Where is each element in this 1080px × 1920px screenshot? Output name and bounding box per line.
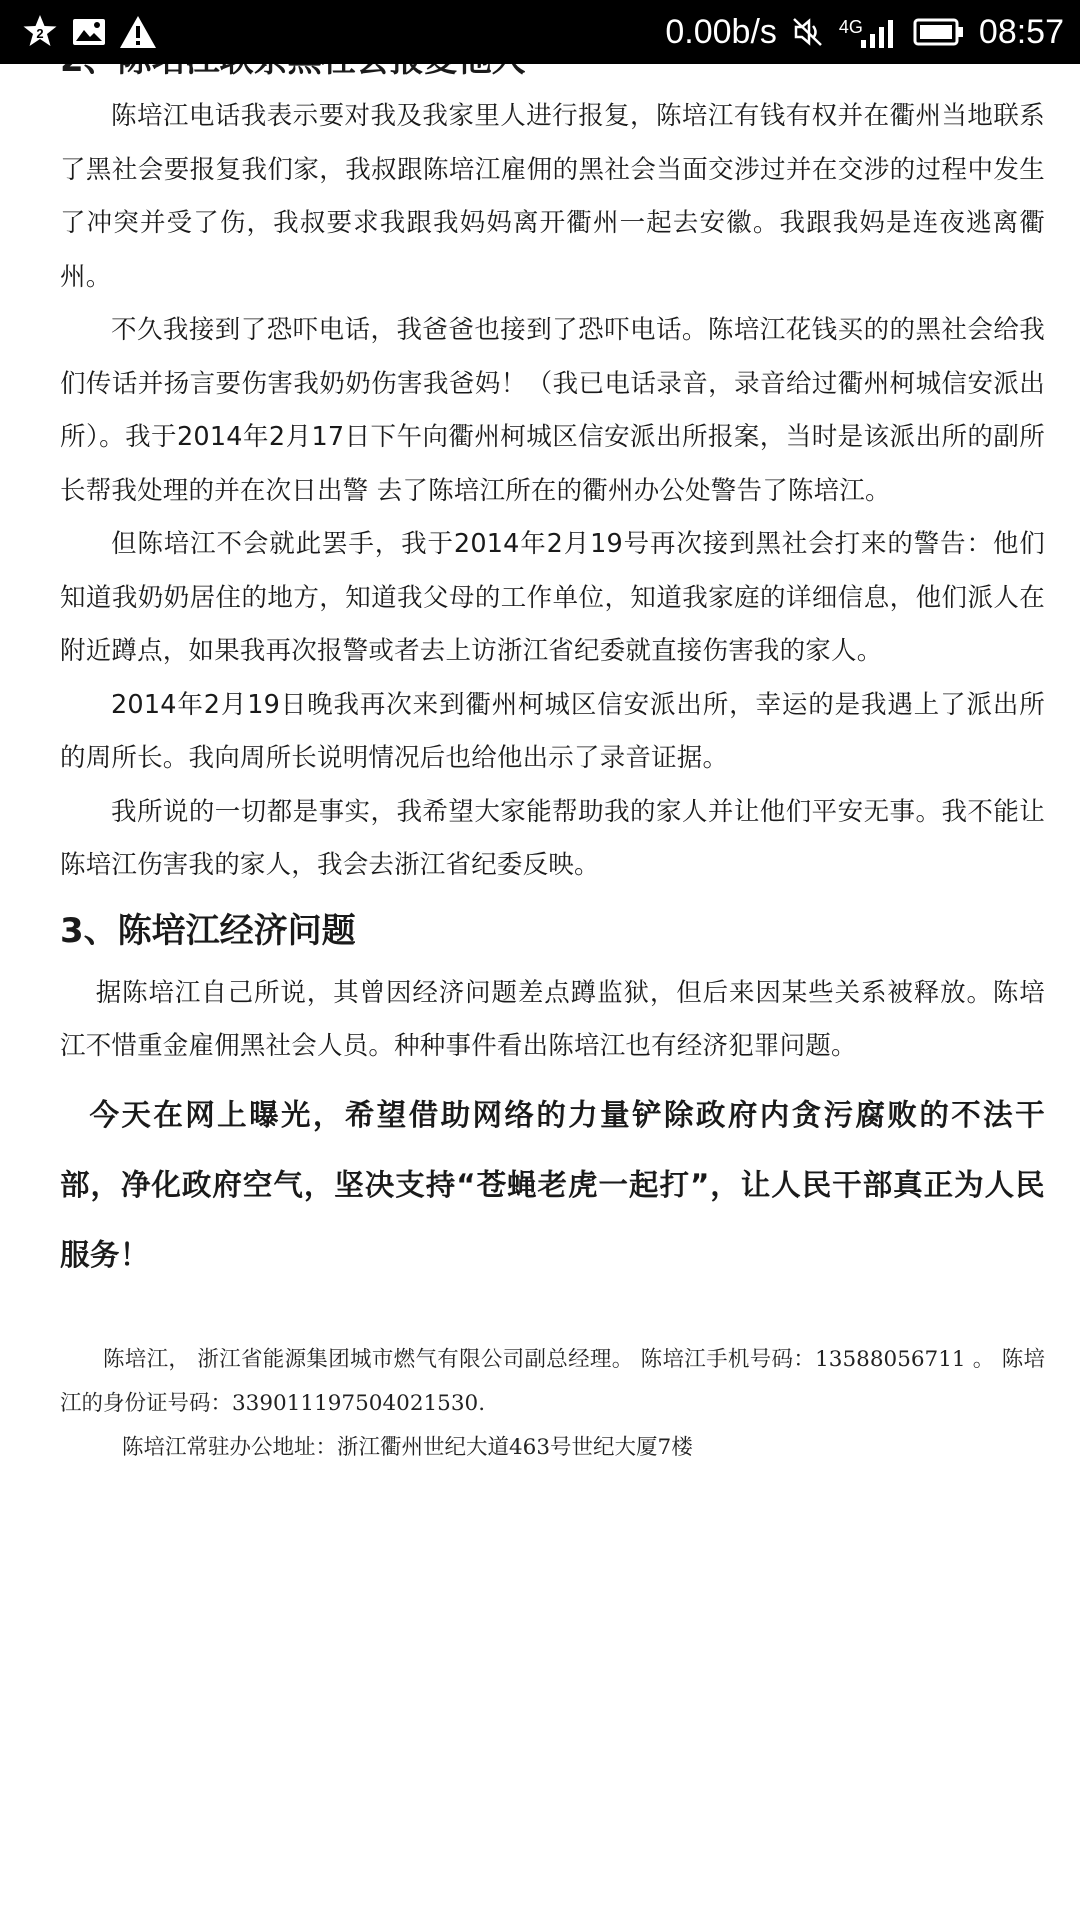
closing-statement: 今天在网上曝光，希望借助网络的力量铲除政府内贪污腐败的不法干部，净化政府空气，坚决支持“苍蝇老虎一起打”，让人民干部真正为人民服务！: [60, 1097, 1045, 1272]
address-line: 陈培江常驻办公地址：浙江衢州世纪大道463号世纪大厦7楼: [122, 1434, 693, 1460]
status-bar-right: [665, 0, 1064, 64]
svg-text:2: 2: [36, 26, 44, 41]
status-bar: [0, 0, 1080, 64]
contact-footer: [60, 1338, 1045, 1470]
battery-icon: [913, 17, 965, 47]
network-type: 4G: [838, 16, 863, 37]
contact-line: 陈培江， 浙江省能源集团城市燃气有限公司副总经理。 陈培江手机号码：13588056711 。 陈培江的身份证号码：339011197504021530.: [60, 1346, 1045, 1416]
signal-group: [839, 17, 899, 48]
paragraph: 但陈培江不会就此罢手，我于2014年2月19号再次接到黑社会打来的警告：他们知道我奶奶居住的地方，知道我父母的工作单位，知道我家庭的详细信息，他们派人在附近蹲点，如果我再次报警或者去上访浙江省纪委就直接伤害我的家人。: [60, 529, 1045, 666]
section-3-title: 3、陈培江经济问题: [60, 910, 356, 951]
paragraph: 不久我接到了恐吓电话，我爸爸也接到了恐吓电话。陈培江花钱买的的黑社会给我们传话并扬言要伤害我奶奶伤害我爸妈！（我已电话录音，录音给过衢州柯城信安派出所）。我于2014年2月17日下午向衢州柯城区信安派出所报案，当时是该派出所的副所长帮我处理的并在次日出警 去了陈培江所在的衢州办公处警告了陈培江。: [60, 315, 1045, 506]
status-bar-left: [20, 0, 158, 64]
paragraph: 据陈培江自己所说，其曾因经济问题差点蹲监狱，但后来因某些关系被释放。陈培江不惜重金雇佣黑社会人员。种种事件看出陈培江也有经济犯罪问题。: [60, 977, 1045, 1061]
paragraph: 我所说的一切都是事实，我希望大家能帮助我的家人并让他们平安无事。我不能让陈培江伤害我的家人，我会去浙江省纪委反映。: [60, 796, 1045, 880]
document-page: [60, 30, 1045, 1470]
network-speed: 0.00b/s: [665, 13, 777, 51]
star-badge-icon: [20, 12, 60, 52]
image-icon: [70, 13, 108, 51]
clock: 08:57: [978, 13, 1064, 51]
warning-icon: [118, 13, 158, 51]
mute-icon: [791, 15, 825, 49]
paragraph: 2014年2月19日晚我再次来到衢州柯城区信安派出所，幸运的是我遇上了派出所的周所长。我向周所长说明情况后也给他出示了录音证据。: [60, 689, 1045, 773]
signal-icon: [859, 18, 899, 48]
paragraph: 陈培江电话我表示要对我及我家里人进行报复，陈培江有钱有权并在衢州当地联系了黑社会要报复我们家，我叔跟陈培江雇佣的黑社会当面交涉过并在交涉的过程中发生了冲突并受了伤，我叔要求我跟我妈妈离开衢州一起去安徽。我跟我妈是连夜逃离衢州。: [60, 101, 1045, 292]
